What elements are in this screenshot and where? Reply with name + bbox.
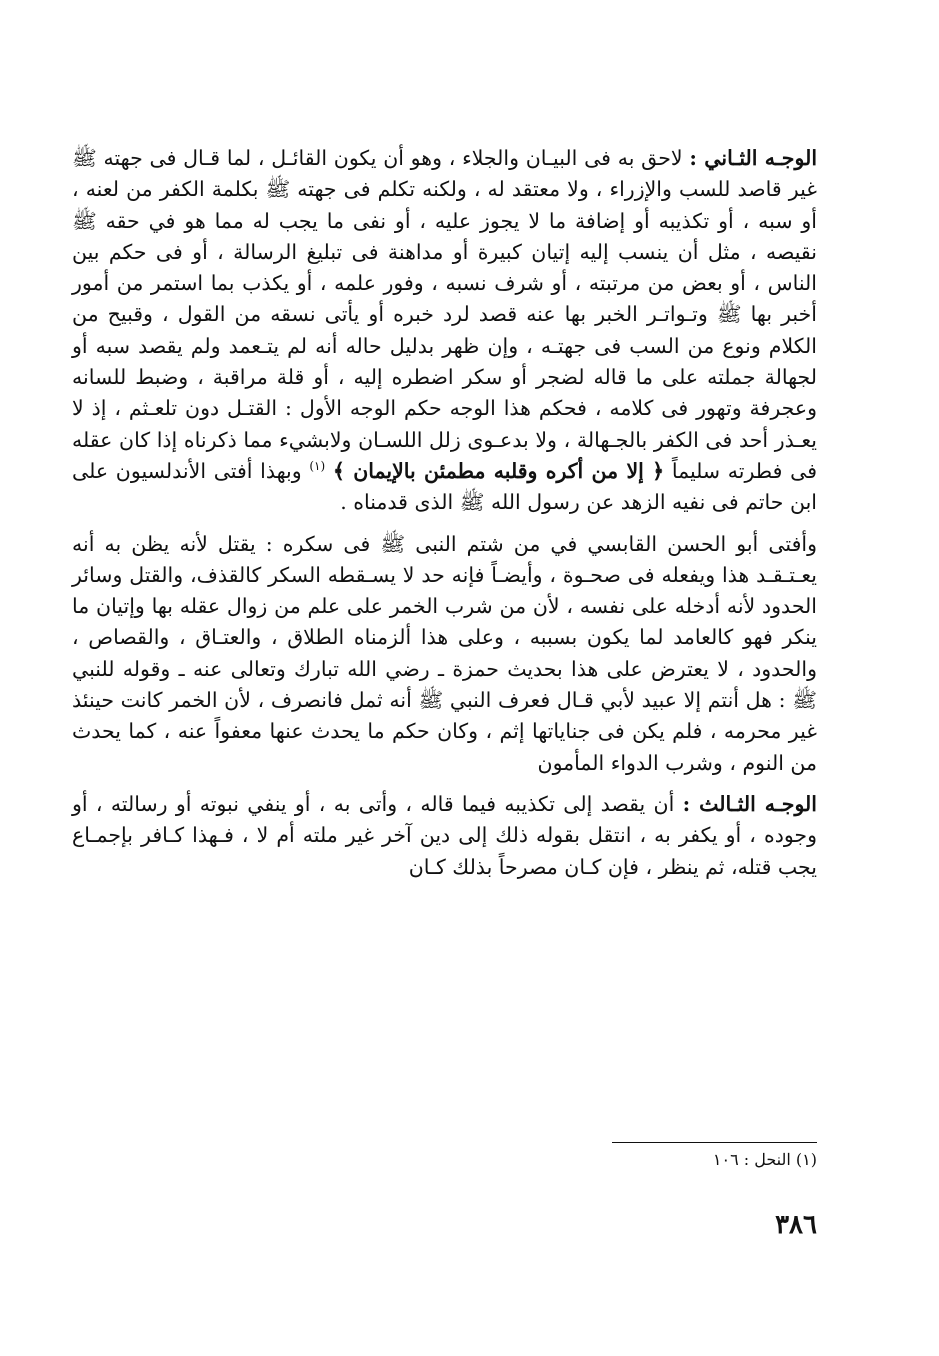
paragraph-text: أن يقصد إلى تكذيبه فيما قاله ، وأتى به ، أو ينفي نبوته أو رسالته ، أو وجوده ، أو يكفر به ، انتقل بقوله ذلك إلى دين آخر غير ملته أم لا ، فـهذا كـافر بإجمـاع يجب قتله، ثم ينظر ، فإن كـان مصرحاً بذلك كـان — [72, 791, 817, 879]
section-heading-second-aspect: الوجـه الثـاني : — [689, 146, 818, 170]
footnote: (١) النحل : ١٠٦ — [712, 1150, 817, 1169]
paragraph-qabisi-fatwa — [72, 529, 817, 779]
page-number: ٣٨٦ — [775, 1210, 817, 1240]
paragraph-text-continued: وبهذا أفتى الأندلسيون على ابن حاتم فى نفيه الزهد عن رسول الله ﷺ الذى قدمناه . — [72, 458, 817, 515]
page-body — [72, 143, 817, 883]
paragraph-text: وأفتى أبو الحسن القابسي في من شتم النبى ﷺ فى سكره : يقتل لأنه يظن به أنه يعـتـقـد هذا ويفعله فى صحـوة ، وأيضـاً فإنه حد لا يسـقطه السكر كالقذف، والقتل وسائر الحدود لأنه أدخله على نفسه ، لأن من شرب الخمر على علم من زوال عقله بها وإتيان ما ينكر فهو كالعامد لما يكون بسببه ، وعلى هذا ألزمناه الطلاق ، والعتـاق ، والقصاص ، والحدود ، لا يعترض على هذا بحديث حمزة ـ رضي الله تبارك وتعالى عنه ـ وقوله للنبي ﷺ : هل أنتم إلا عبيد لأبي قـال فعرف النبي ﷺ أنه ثمل فانصرف ، لأن الخمر كانت حينئذ غير محرمه ، فلم يكن فى جناياتها إثم ، وكان حكم ما يحدث عنها معفواً عنه ، كما يحدث من النوم ، وشرب الدواء المأمون — [72, 531, 817, 775]
paragraph-second-aspect — [72, 143, 817, 519]
section-heading-third-aspect: الوجـه الثـالث : — [682, 791, 817, 816]
paragraph-third-aspect — [72, 789, 817, 883]
quran-verse: ﴿ إلا من أكره وقلبه مطمئن بالإيمان ﴾ — [332, 458, 665, 483]
footnote-divider — [612, 1142, 817, 1143]
paragraph-text: لاحق به فى البيـان والجلاء ، وهو أن يكون القائـل ، لما قـال فى جهته ﷺ غير قاصد للسب والإزراء ، ولا معتقد له ، ولكنه تكلم فى جهته ﷺ بكلمة الكفر من لعنه ، أو سبه ، أو تكذيبه أو إضافة ما لا يجوز عليه ، أو نفى ما يجب له مما هو في حقه ﷺ نقيصه ، مثل أن ينسب إليه إتيان كبيرة أو مداهنة فى تبليغ الرسالة ، أو فى حكم بين الناس ، أو بعض من مرتبته ، أو شرف نسبه ، وفور علمه ، أو يكذب بما استمر من أمور أخبر بها ﷺ وتـواتـر الخبر بها عنه قصد لرد خبره أو يأتى نسقه من القول ، وقبيح من الكلام ونوع من السب فى جهتـه ، وإن ظهر بدليل حاله أنه لم يتـعمد ولم يقصد سبه أو لجهالة جملته على ما قاله لضجر أو سكر اضطره إليه ، أو قلة مراقبة ، وضبط للسانه وعجرفة وتهور فى كلامه ، فحكم هذا الوجه حكم الوجه الأول : القتـل دون تلعـثم ، إذ لا يعـذر أحد فى الكفر بالجـهالة ، ولا بدعـوى زلل اللسـان ولابشيء مما ذكرناه إذا كان عقله فى فطرته سليماً — [72, 146, 817, 483]
footnote-reference: (١) — [309, 459, 326, 474]
